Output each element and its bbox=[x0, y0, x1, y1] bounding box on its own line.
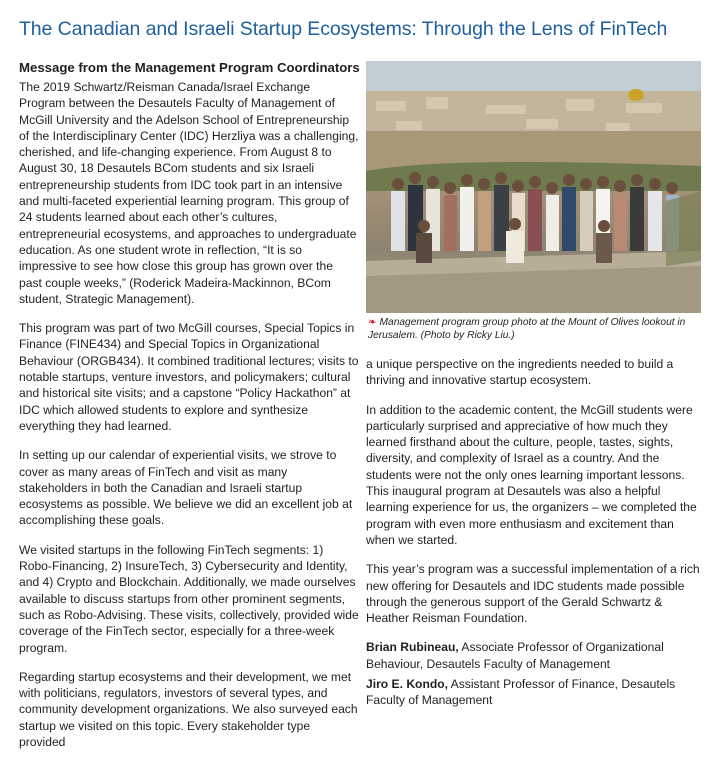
signature-role: Assistant Professor of Finance, Desautels Faculty of Management bbox=[366, 677, 676, 708]
paragraph: We visited startups in the following FinTech segments: 1) Robo-Financing, 2) InsureTech, 3) Cybersecurity and Identity, and 4) Crypto and Blockchain. Additionally, we made ourselves available to discuss startups from other prominent segments, such as Robo-Advising. These visits, collectively, provided wide coverage of the FinTech sector, especially for a three-week program. bbox=[19, 542, 359, 655]
signature-role: Associate Professor of Organizational Behaviour, Desautels Faculty of Management bbox=[366, 640, 664, 671]
signature-kondo bbox=[366, 676, 706, 709]
signature-name: Jiro E. Kondo, bbox=[366, 677, 448, 692]
left-column bbox=[19, 60, 359, 763]
paragraph: In addition to the academic content, the McGill students were particularly surprised and appreciative of how much they learned firsthand about the culture, people, tastes, sights, diversity, and complexity of Israel as a country. And the students were not the only ones learning important lessons. This inaugural program at Desautels was also a helpful learning experience for us, the organizers – we completed the program with even more enthusiasm and excitement than when we started. bbox=[366, 402, 697, 547]
group-photo bbox=[366, 61, 701, 313]
article-title: The Canadian and Israeli Startup Ecosystems: Through the Lens of FinTech bbox=[19, 18, 668, 40]
photo-caption bbox=[368, 316, 703, 342]
paragraph: The 2019 Schwartz/Reisman Canada/Israel Exchange Program between the Desautels Faculty of Management of McGill University and the Adelson School of Entrepreneurship of the Interdisciplinary Center (IDC) Herzliya was a challenging, cherished, and life-changing experience. From August 8 to August 30, 18 Desautels BCom students and six Israeli entrepreneurship students from IDC took part in an intensive and multi-faceted experiential learning program. This group of 24 students learned about each other’s cultures, entrepreneurial ecosystems, and approaches to undergraduate education. As one student wrote in reflection, “It is so impressive to see how close this group has grown over the past couple weeks,” (Roderick Madeira-Mackinnon, BCom student, Strategic Management). bbox=[19, 80, 359, 306]
section-subheading: Message from the Management Program Coordinators bbox=[19, 60, 360, 75]
signature-name: Brian Rubineau, bbox=[366, 640, 459, 655]
right-column bbox=[366, 356, 706, 713]
paragraph: In setting up our calendar of experiential visits, we strove to cover as many areas of FinTech and visit as many stakeholders in both the Canadian and Israeli startup ecosystems as possible. We believe we did an excellent job at accomplishing these goals. bbox=[19, 448, 353, 528]
paragraph: a unique perspective on the ingredients needed to build a thriving and innovative startup ecosystem. bbox=[366, 357, 674, 388]
photo-caption-text: Management program group photo at the Mount of Olives lookout in Jerusalem. (Photo by Ricky Liu.) bbox=[368, 317, 686, 341]
group-photo-illustration bbox=[366, 61, 701, 313]
bird-logo-icon: ❧ bbox=[368, 317, 377, 328]
paragraph: This year’s program was a successful implementation of a rich new offering for Desautels and IDC students made possible through the generous support of the Gerald Schwartz & Heather Reisman Foundation. bbox=[366, 562, 700, 626]
paragraph: This program was part of two McGill courses, Special Topics in Finance (FINE434) and Special Topics in Organizational Behaviour (ORGB434). It combined traditional lectures; visits to notable startups, venture investors, and policymakers; cultural and historical site visits; and a capstone “Policy Hackathon” at IDC which allowed students to explore and synthesize everything they had learned. bbox=[19, 321, 359, 433]
paragraph: Regarding startup ecosystems and their development, we met with politicians, regulators, investors of several types, and community development organizations. We also surveyed each startup we visited on this topic. Every stakeholder type provided bbox=[19, 669, 358, 749]
signature-rubineau bbox=[366, 639, 706, 672]
